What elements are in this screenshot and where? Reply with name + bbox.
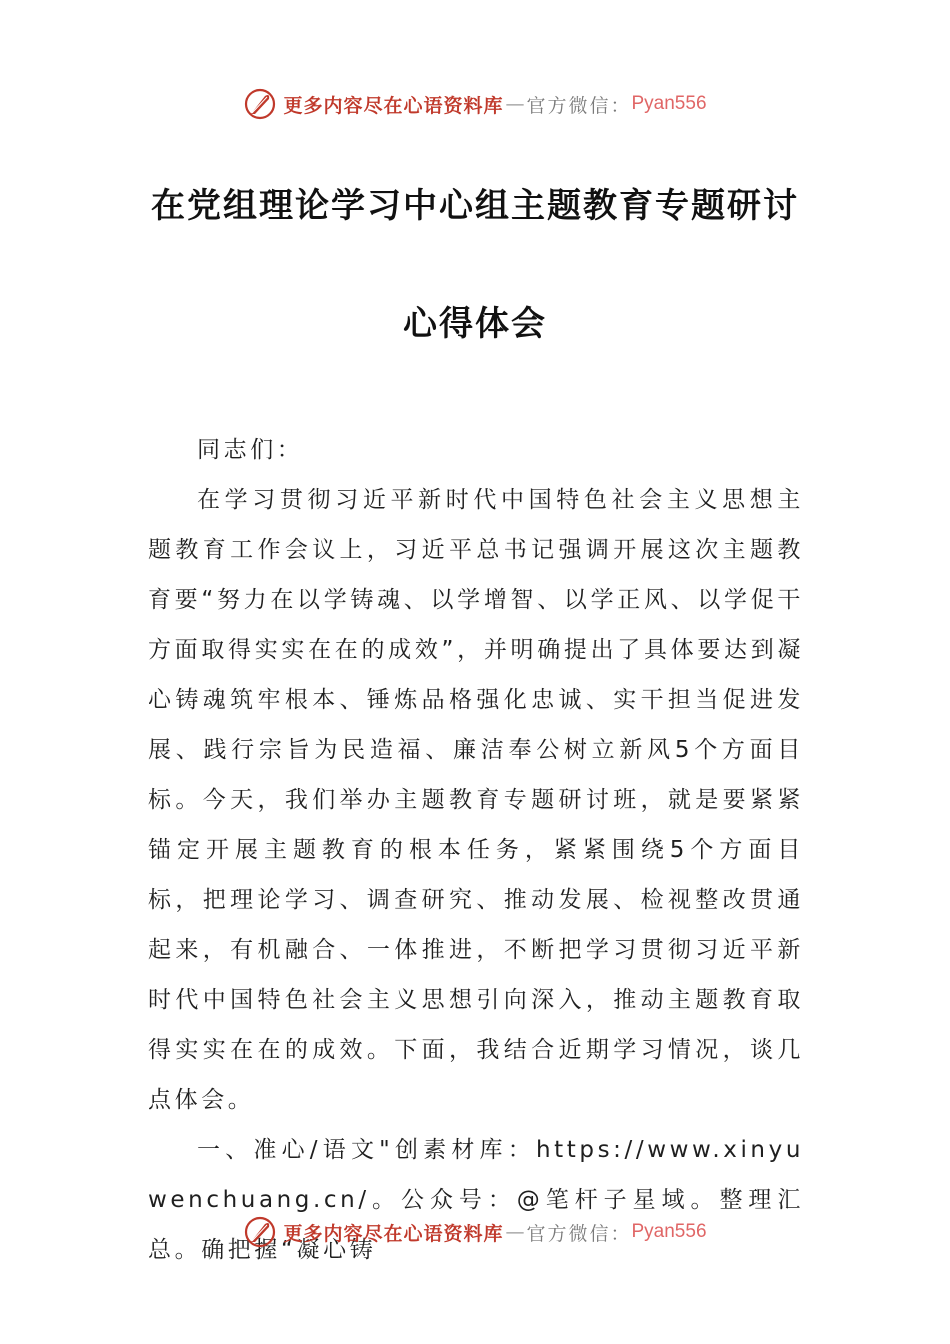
paragraph-1: 在学习贯彻习近平新时代中国特色社会主义思想主题教育工作会议上，习近平总书记强调开展这次主题教育要“努力在以学铸魂、以学增智、以学正风、以学促干方面取得实实在在的成效”，并明确提出了具体要达到凝心铸魂筑牢根本、锤炼品格强化忠诚、实干担当促进发展、践行宗旨为民造福、廉洁奉公树立新风5个方面目标。今天，我们举办主题教育专题研讨班，就是要紧紧锚定开展主题教育的根本任务，紧紧围绕5个方面目标，把理论学习、调查研究、推动发展、检视整改贯通起来，有机融合、一体推进，不断把学习贯彻习近平新时代中国特色社会主义思想引向深入，推动主题教育取得实实在在的成效。下面，我结合近期学习情况，谈几点体会。 xyxy=(148,487,804,1113)
document-title-line1: 在党组理论学习中心组主题教育专题研讨 xyxy=(151,186,799,226)
banner-wechat-id: Pyan556 xyxy=(631,1221,707,1242)
quill-logo-icon xyxy=(243,1215,277,1249)
salutation: 同志们： xyxy=(197,437,304,463)
paragraph-2: 一、准心/语文"创素材库：https://www.xinyuwenchuang.cn/。公众号：@笔杆子星域。整理汇总。确把握“凝心铸 xyxy=(148,1137,804,1263)
banner-wechat-id: Pyan556 xyxy=(631,93,707,114)
banner-wechat-label: 官方微信： xyxy=(526,94,632,117)
banner-separator: — xyxy=(505,1221,525,1243)
banner-separator: — xyxy=(505,93,525,115)
header-banner xyxy=(0,84,950,124)
banner-slogan: 更多内容尽在心语资料库 xyxy=(283,1222,504,1245)
footer-banner xyxy=(0,1212,950,1252)
banner-wechat-label: 官方微信： xyxy=(526,1222,632,1245)
banner-slogan: 更多内容尽在心语资料库 xyxy=(283,94,504,117)
document-body xyxy=(148,425,804,1275)
document-title-line2: 心得体会 xyxy=(403,304,547,344)
quill-logo-icon xyxy=(243,87,277,121)
